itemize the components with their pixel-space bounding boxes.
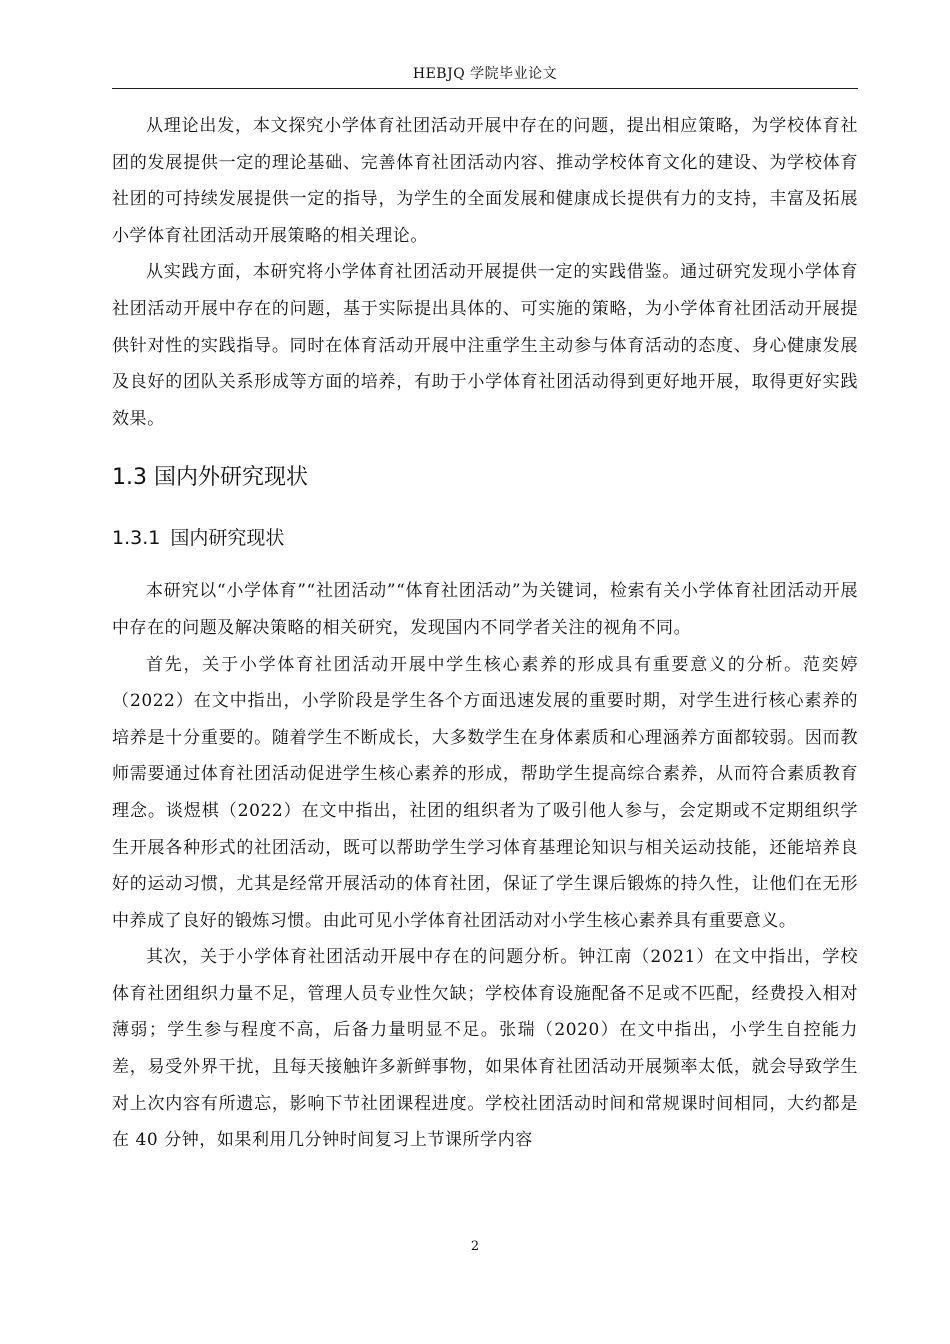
paragraph-theory: 从理论出发，本文探究小学体育社团活动开展中存在的问题，提出相应策略，为学校体育社团的发展提供一定的理论基础、完善体育社团活动内容、推动学校体育文化的建设、为学校体育社团的可持续发展提供一定的指导，为学生的全面发展和健康成长提供有力的支持，丰富及拓展小学体育社团活动开展策略的相关理论。 (112, 116, 858, 246)
section-heading: 1.3 国内外研究现状 (112, 465, 308, 491)
paragraph-core-literacy: 首先，关于小学体育社团活动开展中学生核心素养的形成具有重要意义的分析。范奕婷（2022）在文中指出，小学阶段是学生各个方面迅速发展的重要时期，对学生进行核心素养的培养是十分重要的。随着学生不断成长，大多数学生在身体素质和心理涵养方面都较弱。因而教师需要通过体育社团活动促进学生核心素养的形成，帮助学生提高综合素养，从而符合素质教育理念。谈煜棋（2022）在文中指出，社团的组织者为了吸引他人参与，会定期或不定期组织学生开展各种形式的社团活动，既可以帮助学生学习体育基理论知识与相关运动技能，还能培养良好的运动习惯，尤其是经常开展活动的体育社团，保证了学生课后锻炼的持久性，让他们在无形中养成了良好的锻炼习惯。由此可见小学体育社团活动对小学生核心素养具有重要意义。 (112, 654, 858, 931)
paragraph-practice: 从实践方面，本研究将小学体育社团活动开展提供一定的实践借鉴。通过研究发现小学体育社团活动开展中存在的问题，基于实际提出具体的、可实施的策略，为小学体育社团活动开展提供针对性的实践指导。同时在体育活动开展中注重学生主动参与体育活动的态度、身心健康发展及良好的团队关系形成等方面的培养，有助于小学体育社团活动得到更好地开展，取得更好实践效果。 (112, 262, 858, 429)
paragraph-problems: 其次，关于小学体育社团活动开展中存在的问题分析。钟江南（2021）在文中指出，学校体育社团组织力量不足，管理人员专业性欠缺；学校体育设施配备不足或不匹配，经费投入相对薄弱；学生参与程度不高，后备力量明显不足。张瑞（2020）在文中指出，小学生自控能力差，易受外界干扰，且每天接触许多新鲜事物，如果体育社团活动开展频率太低，就会导致学生对上次内容有所遗忘，影响下节社团课程进度。学校社团活动时间和常规课时间相同，大约都是在 40 分钟，如果利用几分钟时间复习上节课所学内容 (112, 947, 858, 1151)
page-number: 2 (470, 1239, 480, 1254)
subsection-title: 国内研究现状 (170, 527, 285, 550)
subsection-number: 1.3.1 (112, 527, 161, 550)
running-header: HEBJQ 学院毕业论文 (412, 66, 558, 82)
page-content (112, 108, 858, 1159)
subsection-heading (112, 523, 858, 553)
header-rule (112, 88, 858, 89)
paragraph-keywords: 本研究以“小学体育”“社团活动”“体育社团活动”为关键词，检索有关小学体育社团活动开展中存在的问题及解决策略的相关研究，发现国内不同学者关注的视角不同。 (112, 581, 858, 638)
